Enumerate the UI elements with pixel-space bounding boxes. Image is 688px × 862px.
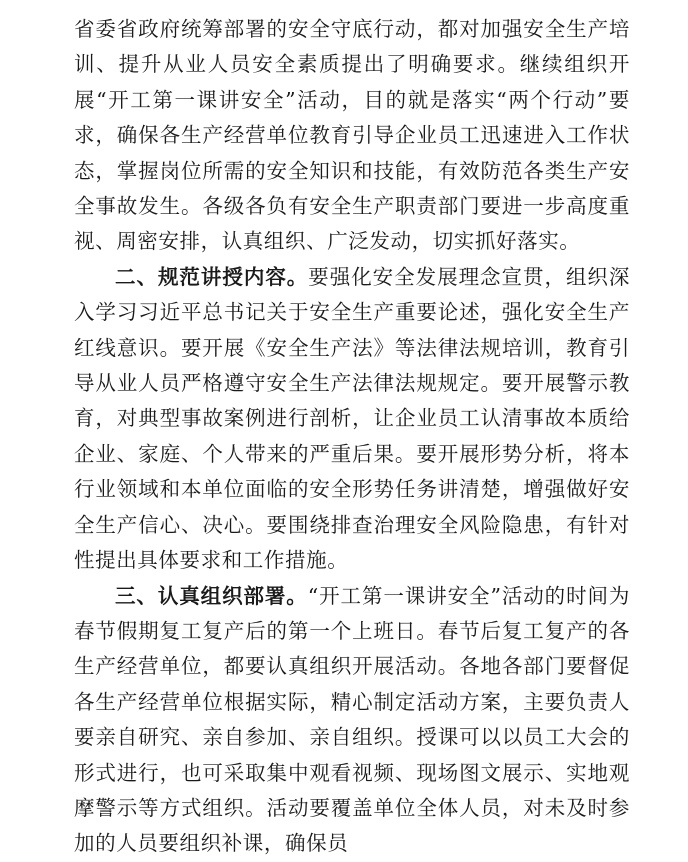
paragraph-continued bbox=[74, 12, 630, 260]
section-three-heading: 三、认真组织部署。 bbox=[115, 583, 308, 608]
section-two-paragraph bbox=[74, 260, 630, 579]
document-page bbox=[74, 12, 630, 862]
section-three-paragraph bbox=[74, 579, 630, 862]
section-two-heading: 二、规范讲授内容。 bbox=[115, 264, 309, 289]
paragraph-text: 省委省政府统筹部署的安全守底行动，都对加强安全生产培训、提升从业人员安全素质提出了明确要求。继续组织开展“开工第一课讲安全”活动，目的就是落实“两个行动”要求，确保各生产经营单位教育引导企业员工迅速进入工作状态，掌握岗位所需的安全知识和技能，有效防范各类生产安全事故发生。各级各负有安全生产职责部门要进一步高度重视、周密安排，认真组织、广泛发动，切实抓好落实。 bbox=[74, 17, 630, 254]
section-three-body: “开工第一课讲安全”活动的时间为春节假期复工复产后的第一个上班日。春节后复工复产的各生产经营单位，都要认真组织开展活动。各地各部门要督促各生产经营单位根据实际，精心制定活动方案，主要负责人要亲自研究、亲自参加、亲自组织。授课可以以员工大会的形式进行，也可采取集中观看视频、现场图文展示、实地观摩警示等方式组织。活动要覆盖单位全体人员，对未及时参加的人员要组织补课，确保员 bbox=[74, 583, 631, 856]
section-two-body: 要强化安全发展理念宣贯，组织深入学习习近平总书记关于安全生产重要论述，强化安全生产红线意识。要开展《安全生产法》等法律法规培训，教育引导从业人员严格遵守安全生产法律法规规定。要开展警示教育，对典型事故案例进行剖析，让企业员工认清事故本质给企业、家庭、个人带来的严重后果。要开展形势分析，将本行业领域和本单位面临的安全形势任务讲清楚，增强做好安全生产信心、决心。要围绕排查治理安全风险隐患，有针对性提出具体要求和工作措施。 bbox=[74, 264, 630, 573]
